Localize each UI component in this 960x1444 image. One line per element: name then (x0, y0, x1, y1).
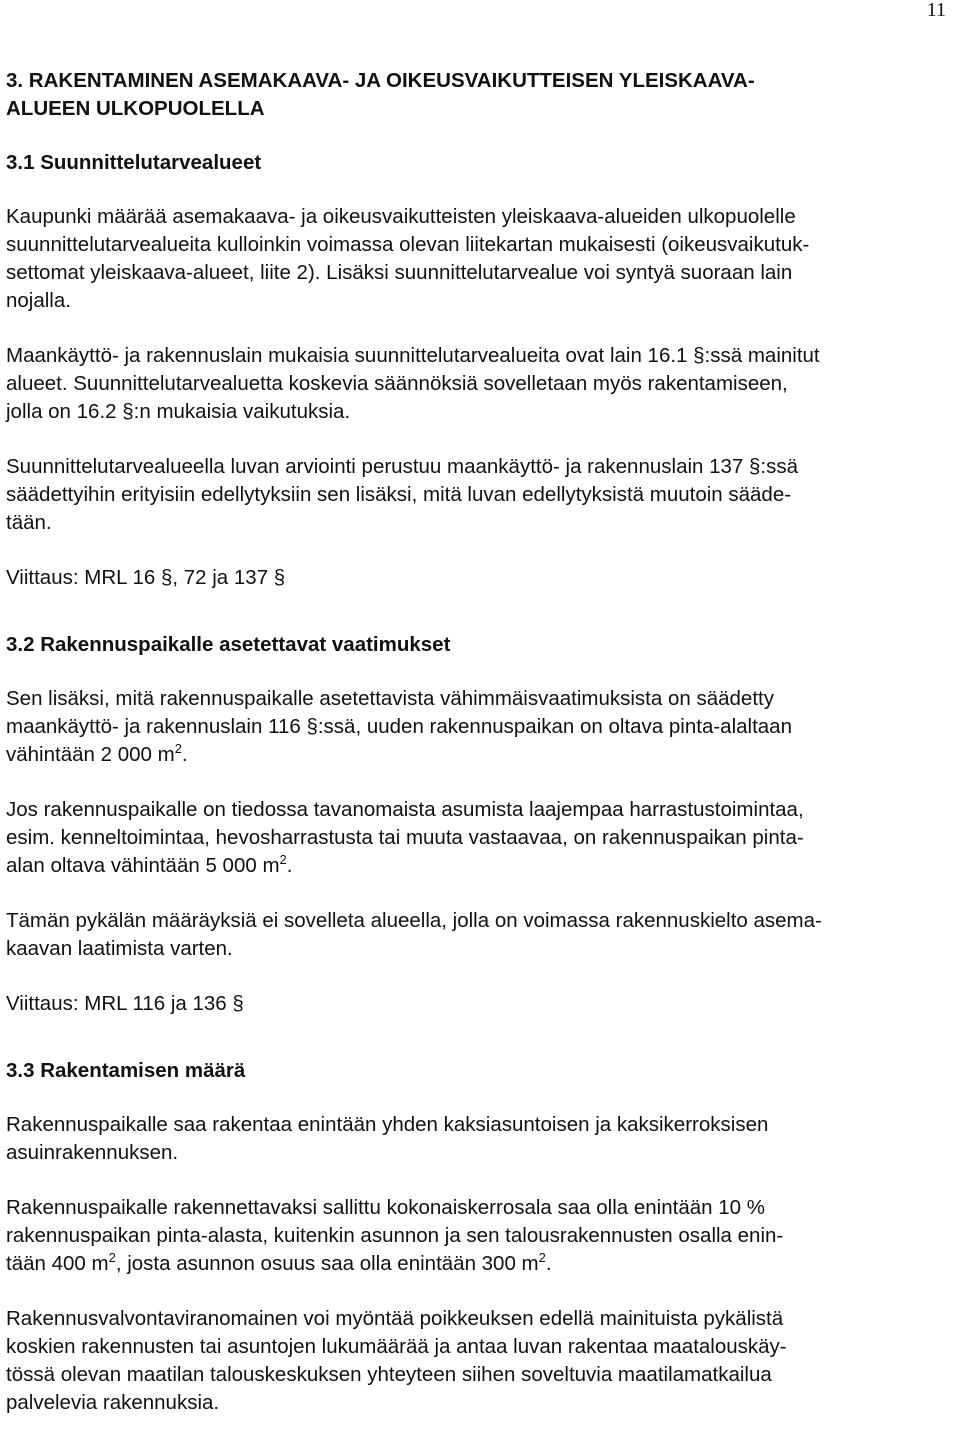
paragraph (6, 796, 956, 880)
legal-reference (6, 990, 956, 1018)
paragraph (6, 342, 956, 426)
text-line: esim. kenneltoimintaa, hevosharrastusta tai muuta vastaavaa, on rakennuspaikan pinta- (6, 826, 804, 849)
text-segment: , josta asunnon osuus saa olla enintään 300 m (115, 1252, 539, 1275)
text-segment: tään 400 m (6, 1252, 109, 1275)
superscript: 2 (108, 1250, 116, 1265)
text-line: Viittaus: MRL 116 ja 136 § (6, 992, 244, 1015)
text-segment: alan oltava vähintään 5 000 m (6, 854, 280, 877)
text-line: jolla on 16.2 §:n mukaisia vaikutuksia. (6, 400, 351, 423)
text-line: kaavan laatimista varten. (6, 937, 233, 960)
paragraph (6, 1111, 956, 1167)
page-number: 11 (926, 0, 946, 21)
paragraph (6, 1194, 956, 1278)
text-line: koskien rakennusten tai asuntojen lukumäärää ja antaa luvan rakentaa maatalouskäy- (6, 1335, 787, 1358)
text-line: settomat yleiskaava-alueet, liite 2). Lisäksi suunnittelutarvealue voi syntyä suoraan lain (6, 261, 793, 284)
superscript: 2 (538, 1250, 546, 1265)
chapter-title-line: 3. RAKENTAMINEN ASEMAKAAVA- JA OIKEUSVAIKUTTEISEN YLEISKAAVA- (6, 69, 755, 92)
paragraph (6, 685, 956, 769)
paragraph (6, 203, 956, 315)
text-line: tössä olevan maatilan talouskeskuksen yhteyteen siihen soveltuvia maatilamatkailua (6, 1363, 772, 1386)
text-segment: . (545, 1252, 552, 1275)
text-line: Kaupunki määrää asemakaava- ja oikeusvaikutteisten yleiskaava-alueiden ulkopuolelle (6, 205, 796, 228)
text-line (6, 1250, 956, 1278)
text-line: Rakennuspaikalle rakennettavaksi sallittu kokonaiskerrosala saa olla enintään 10 % (6, 1196, 765, 1219)
paragraph (6, 453, 956, 537)
section-heading-3-1: 3.1 Suunnittelutarvealueet (6, 151, 262, 174)
text-line: suunnittelutarvealueita kulloinkin voimassa olevan liitekartan mukaisesti (oikeusvaikutuk- (6, 233, 810, 256)
text-line: Sen lisäksi, mitä rakennuspaikalle asetettavista vähimmäisvaatimuksista on säädetty (6, 687, 774, 710)
paragraph (6, 1305, 956, 1417)
text-line: Rakennuspaikalle saa rakentaa enintään yhden kaksiasuntoisen ja kaksikerroksisen (6, 1113, 769, 1136)
text-line: säädettyihin erityisiin edellytyksiin sen lisäksi, mitä luvan edellytyksistä muutoin sääde- (6, 483, 792, 506)
text-line: Suunnittelutarvealueella luvan arviointi perustuu maankäyttö- ja rakennuslain 137 §:ssä (6, 455, 799, 478)
text-line: alueet. Suunnittelutarvealuetta koskevia säännöksiä sovelletaan myös rakentamiseen, (6, 372, 788, 395)
section-heading-3-2: 3.2 Rakennuspaikalle asetettavat vaatimukset (6, 633, 451, 656)
text-segment: vähintään 2 000 m (6, 743, 175, 766)
chapter-title-line: ALUEEN ULKOPUOLELLA (6, 97, 265, 120)
superscript: 2 (174, 741, 182, 756)
text-line: Viittaus: MRL 16 §, 72 ja 137 § (6, 566, 286, 589)
text-line: Jos rakennuspaikalle on tiedossa tavanomaista asumista laajempaa harrastustoimintaa, (6, 798, 804, 821)
text-line: maankäyttö- ja rakennuslain 116 §:ssä, uuden rakennuspaikan on oltava pinta-alaltaan (6, 715, 792, 738)
text-line: tään. (6, 511, 52, 534)
text-line: rakennuspaikan pinta-alasta, kuitenkin asunnon ja sen talousrakennusten osalla enin- (6, 1224, 784, 1247)
document-body (6, 67, 956, 1444)
text-line: Tämän pykälän määräyksiä ei sovelleta alueella, jolla on voimassa rakennuskielto asema- (6, 909, 822, 932)
text-segment: . (181, 743, 188, 766)
text-line: asuinrakennuksen. (6, 1141, 179, 1164)
legal-reference (6, 564, 956, 592)
text-line (6, 741, 956, 769)
text-line (6, 852, 956, 880)
text-line: Maankäyttö- ja rakennuslain mukaisia suunnittelutarvealueita ovat lain 16.1 §:ssä mainitut (6, 344, 820, 367)
text-line: palvelevia rakennuksia. (6, 1391, 220, 1414)
section-heading-3-3: 3.3 Rakentamisen määrä (6, 1059, 246, 1082)
text-segment: . (286, 854, 293, 877)
superscript: 2 (279, 852, 287, 867)
chapter-title (6, 67, 956, 123)
text-line: nojalla. (6, 289, 71, 312)
text-line: Rakennusvalvontaviranomainen voi myöntää poikkeuksen edellä mainituista pykälistä (6, 1307, 784, 1330)
paragraph (6, 907, 956, 963)
